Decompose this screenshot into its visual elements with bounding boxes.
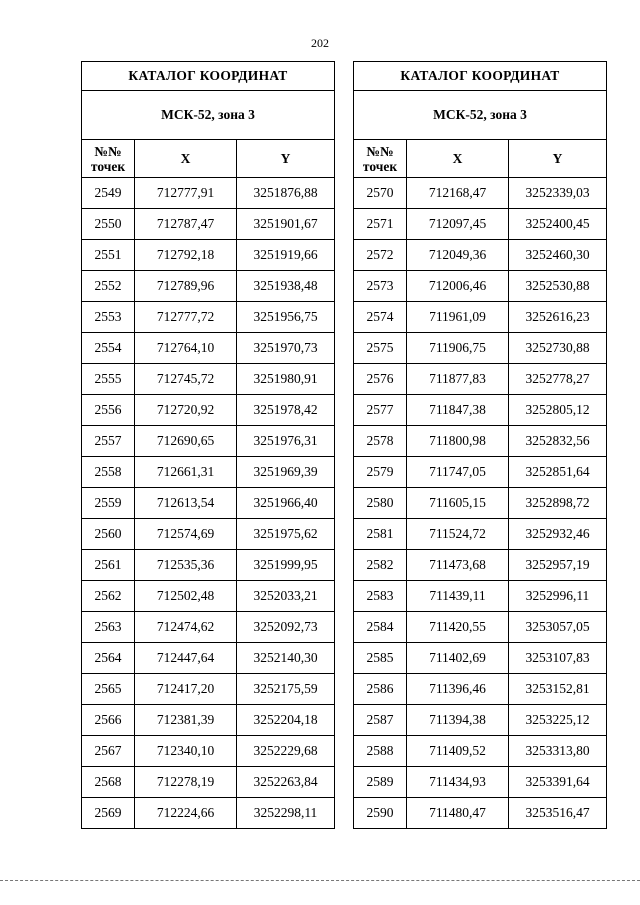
cell-x-coordinate: 712340,10 xyxy=(135,736,237,767)
column-header-point-number xyxy=(354,140,407,178)
column-header-y: Y xyxy=(237,140,335,178)
cell-point-number: 2577 xyxy=(354,395,407,426)
cell-point-number: 2590 xyxy=(354,798,407,829)
table-row xyxy=(82,178,335,209)
cell-x-coordinate: 712574,69 xyxy=(135,519,237,550)
cell-y-coordinate: 3251975,62 xyxy=(237,519,335,550)
cell-point-number: 2574 xyxy=(354,302,407,333)
table-row xyxy=(354,674,607,705)
cell-point-number: 2576 xyxy=(354,364,407,395)
cell-x-coordinate: 712224,66 xyxy=(135,798,237,829)
table-row xyxy=(354,457,607,488)
table-row xyxy=(82,488,335,519)
cell-x-coordinate: 712447,64 xyxy=(135,643,237,674)
cell-y-coordinate: 3252996,11 xyxy=(509,581,607,612)
table-row xyxy=(354,240,607,271)
cell-x-coordinate: 712168,47 xyxy=(407,178,509,209)
cell-x-coordinate: 712006,46 xyxy=(407,271,509,302)
cell-x-coordinate: 711420,55 xyxy=(407,612,509,643)
cell-point-number: 2569 xyxy=(82,798,135,829)
cell-point-number: 2563 xyxy=(82,612,135,643)
cell-point-number: 2573 xyxy=(354,271,407,302)
cell-point-number: 2587 xyxy=(354,705,407,736)
cell-x-coordinate: 711747,05 xyxy=(407,457,509,488)
cell-y-coordinate: 3251919,66 xyxy=(237,240,335,271)
cell-y-coordinate: 3252832,56 xyxy=(509,426,607,457)
table-row xyxy=(354,364,607,395)
cell-x-coordinate: 711906,75 xyxy=(407,333,509,364)
table-row xyxy=(354,612,607,643)
table-row xyxy=(354,519,607,550)
cell-point-number: 2566 xyxy=(82,705,135,736)
cell-x-coordinate: 711877,83 xyxy=(407,364,509,395)
cell-x-coordinate: 711396,46 xyxy=(407,674,509,705)
cell-x-coordinate: 711480,47 xyxy=(407,798,509,829)
column-header-point-number xyxy=(82,140,135,178)
cell-y-coordinate: 3251938,48 xyxy=(237,271,335,302)
table-row xyxy=(354,395,607,426)
column-header-y: Y xyxy=(509,140,607,178)
cell-y-coordinate: 3252229,68 xyxy=(237,736,335,767)
table-row xyxy=(354,271,607,302)
cell-point-number: 2562 xyxy=(82,581,135,612)
table-row xyxy=(82,519,335,550)
table-row xyxy=(354,736,607,767)
cell-x-coordinate: 712474,62 xyxy=(135,612,237,643)
catalog-title: КАТАЛОГ КООРДИНАТ xyxy=(354,62,607,91)
table-row xyxy=(82,271,335,302)
cell-y-coordinate: 3252263,84 xyxy=(237,767,335,798)
cell-y-coordinate: 3252805,12 xyxy=(509,395,607,426)
table-row xyxy=(82,581,335,612)
table-row xyxy=(82,705,335,736)
cell-x-coordinate: 712792,18 xyxy=(135,240,237,271)
cell-point-number: 2560 xyxy=(82,519,135,550)
cell-x-coordinate: 711605,15 xyxy=(407,488,509,519)
cell-y-coordinate: 3252092,73 xyxy=(237,612,335,643)
cell-y-coordinate: 3253225,12 xyxy=(509,705,607,736)
table-row xyxy=(354,767,607,798)
catalog-title: КАТАЛОГ КООРДИНАТ xyxy=(82,62,335,91)
cell-x-coordinate: 712049,36 xyxy=(407,240,509,271)
table-row xyxy=(354,705,607,736)
table-row xyxy=(82,457,335,488)
cell-x-coordinate: 712381,39 xyxy=(135,705,237,736)
cell-y-coordinate: 3253107,83 xyxy=(509,643,607,674)
cell-point-number: 2581 xyxy=(354,519,407,550)
cell-point-number: 2578 xyxy=(354,426,407,457)
cell-point-number: 2551 xyxy=(82,240,135,271)
catalog-subtitle: МСК-52, зона 3 xyxy=(82,91,335,140)
table-row xyxy=(354,302,607,333)
cell-y-coordinate: 3252140,30 xyxy=(237,643,335,674)
header-number-sign: №№ xyxy=(94,143,122,159)
table-row xyxy=(82,395,335,426)
table-row xyxy=(354,550,607,581)
cell-point-number: 2583 xyxy=(354,581,407,612)
table-row xyxy=(354,581,607,612)
cell-x-coordinate: 712502,48 xyxy=(135,581,237,612)
cell-x-coordinate: 712097,45 xyxy=(407,209,509,240)
cell-y-coordinate: 3251999,95 xyxy=(237,550,335,581)
cell-y-coordinate: 3251970,73 xyxy=(237,333,335,364)
cell-x-coordinate: 711394,38 xyxy=(407,705,509,736)
table-row xyxy=(354,209,607,240)
table-row xyxy=(82,643,335,674)
cell-y-coordinate: 3252460,30 xyxy=(509,240,607,271)
cell-y-coordinate: 3252851,64 xyxy=(509,457,607,488)
cell-y-coordinate: 3251976,31 xyxy=(237,426,335,457)
cell-x-coordinate: 711847,38 xyxy=(407,395,509,426)
cell-point-number: 2555 xyxy=(82,364,135,395)
table-row xyxy=(354,643,607,674)
cell-x-coordinate: 712417,20 xyxy=(135,674,237,705)
cell-point-number: 2580 xyxy=(354,488,407,519)
table-row xyxy=(82,736,335,767)
cell-y-coordinate: 3251978,42 xyxy=(237,395,335,426)
table-row xyxy=(82,240,335,271)
cell-x-coordinate: 712661,31 xyxy=(135,457,237,488)
cell-y-coordinate: 3251980,91 xyxy=(237,364,335,395)
cell-y-coordinate: 3253152,81 xyxy=(509,674,607,705)
cell-y-coordinate: 3252033,21 xyxy=(237,581,335,612)
cell-point-number: 2571 xyxy=(354,209,407,240)
cell-point-number: 2570 xyxy=(354,178,407,209)
column-header-x: X xyxy=(135,140,237,178)
cell-point-number: 2572 xyxy=(354,240,407,271)
cell-x-coordinate: 711800,98 xyxy=(407,426,509,457)
cell-point-number: 2556 xyxy=(82,395,135,426)
cell-x-coordinate: 712745,72 xyxy=(135,364,237,395)
cell-x-coordinate: 711473,68 xyxy=(407,550,509,581)
column-header-x: X xyxy=(407,140,509,178)
cell-point-number: 2557 xyxy=(82,426,135,457)
cell-point-number: 2568 xyxy=(82,767,135,798)
cell-point-number: 2550 xyxy=(82,209,135,240)
table-row xyxy=(82,426,335,457)
cell-x-coordinate: 711524,72 xyxy=(407,519,509,550)
cell-y-coordinate: 3252616,23 xyxy=(509,302,607,333)
cell-x-coordinate: 711434,93 xyxy=(407,767,509,798)
cell-y-coordinate: 3251966,40 xyxy=(237,488,335,519)
catalog-subtitle: МСК-52, зона 3 xyxy=(354,91,607,140)
cell-x-coordinate: 712613,54 xyxy=(135,488,237,519)
cell-y-coordinate: 3251876,88 xyxy=(237,178,335,209)
cell-point-number: 2558 xyxy=(82,457,135,488)
cell-point-number: 2567 xyxy=(82,736,135,767)
cell-y-coordinate: 3252204,18 xyxy=(237,705,335,736)
cell-point-number: 2561 xyxy=(82,550,135,581)
table-row xyxy=(354,333,607,364)
table-row xyxy=(82,364,335,395)
cell-y-coordinate: 3253313,80 xyxy=(509,736,607,767)
page-bottom-divider xyxy=(0,880,640,881)
cell-y-coordinate: 3252298,11 xyxy=(237,798,335,829)
table-row xyxy=(82,302,335,333)
cell-x-coordinate: 712764,10 xyxy=(135,333,237,364)
table-row xyxy=(354,178,607,209)
cell-y-coordinate: 3251901,67 xyxy=(237,209,335,240)
cell-x-coordinate: 712720,92 xyxy=(135,395,237,426)
table-row xyxy=(82,674,335,705)
cell-y-coordinate: 3252400,45 xyxy=(509,209,607,240)
cell-y-coordinate: 3252957,19 xyxy=(509,550,607,581)
cell-point-number: 2559 xyxy=(82,488,135,519)
cell-x-coordinate: 712278,19 xyxy=(135,767,237,798)
cell-x-coordinate: 712690,65 xyxy=(135,426,237,457)
cell-point-number: 2553 xyxy=(82,302,135,333)
cell-y-coordinate: 3252932,46 xyxy=(509,519,607,550)
cell-point-number: 2579 xyxy=(354,457,407,488)
cell-x-coordinate: 712535,36 xyxy=(135,550,237,581)
table-row xyxy=(82,798,335,829)
table-row xyxy=(82,612,335,643)
cell-x-coordinate: 711402,69 xyxy=(407,643,509,674)
header-points-label: точек xyxy=(362,158,398,174)
cell-point-number: 2552 xyxy=(82,271,135,302)
cell-point-number: 2588 xyxy=(354,736,407,767)
cell-x-coordinate: 711439,11 xyxy=(407,581,509,612)
cell-x-coordinate: 711409,52 xyxy=(407,736,509,767)
cell-point-number: 2575 xyxy=(354,333,407,364)
cell-x-coordinate: 712787,47 xyxy=(135,209,237,240)
cell-point-number: 2565 xyxy=(82,674,135,705)
cell-x-coordinate: 712777,72 xyxy=(135,302,237,333)
cell-y-coordinate: 3252898,72 xyxy=(509,488,607,519)
cell-y-coordinate: 3251969,39 xyxy=(237,457,335,488)
coordinate-catalog-table-left xyxy=(81,61,335,829)
header-points-label: точек xyxy=(90,158,126,174)
cell-point-number: 2549 xyxy=(82,178,135,209)
table-row xyxy=(82,333,335,364)
cell-point-number: 2582 xyxy=(354,550,407,581)
table-row xyxy=(82,209,335,240)
cell-point-number: 2589 xyxy=(354,767,407,798)
cell-x-coordinate: 712777,91 xyxy=(135,178,237,209)
cell-y-coordinate: 3252530,88 xyxy=(509,271,607,302)
table-row xyxy=(354,426,607,457)
cell-y-coordinate: 3253057,05 xyxy=(509,612,607,643)
coordinate-catalog-table-right xyxy=(353,61,607,829)
table-row xyxy=(82,767,335,798)
cell-y-coordinate: 3251956,75 xyxy=(237,302,335,333)
table-row xyxy=(354,488,607,519)
cell-y-coordinate: 3252730,88 xyxy=(509,333,607,364)
cell-point-number: 2586 xyxy=(354,674,407,705)
header-number-sign: №№ xyxy=(366,143,394,159)
cell-y-coordinate: 3253391,64 xyxy=(509,767,607,798)
page-number: 202 xyxy=(311,36,329,50)
cell-x-coordinate: 712789,96 xyxy=(135,271,237,302)
cell-point-number: 2584 xyxy=(354,612,407,643)
cell-y-coordinate: 3252339,03 xyxy=(509,178,607,209)
cell-y-coordinate: 3252175,59 xyxy=(237,674,335,705)
cell-x-coordinate: 711961,09 xyxy=(407,302,509,333)
cell-point-number: 2564 xyxy=(82,643,135,674)
cell-point-number: 2554 xyxy=(82,333,135,364)
table-row xyxy=(82,550,335,581)
cell-point-number: 2585 xyxy=(354,643,407,674)
cell-y-coordinate: 3253516,47 xyxy=(509,798,607,829)
cell-y-coordinate: 3252778,27 xyxy=(509,364,607,395)
table-row xyxy=(354,798,607,829)
